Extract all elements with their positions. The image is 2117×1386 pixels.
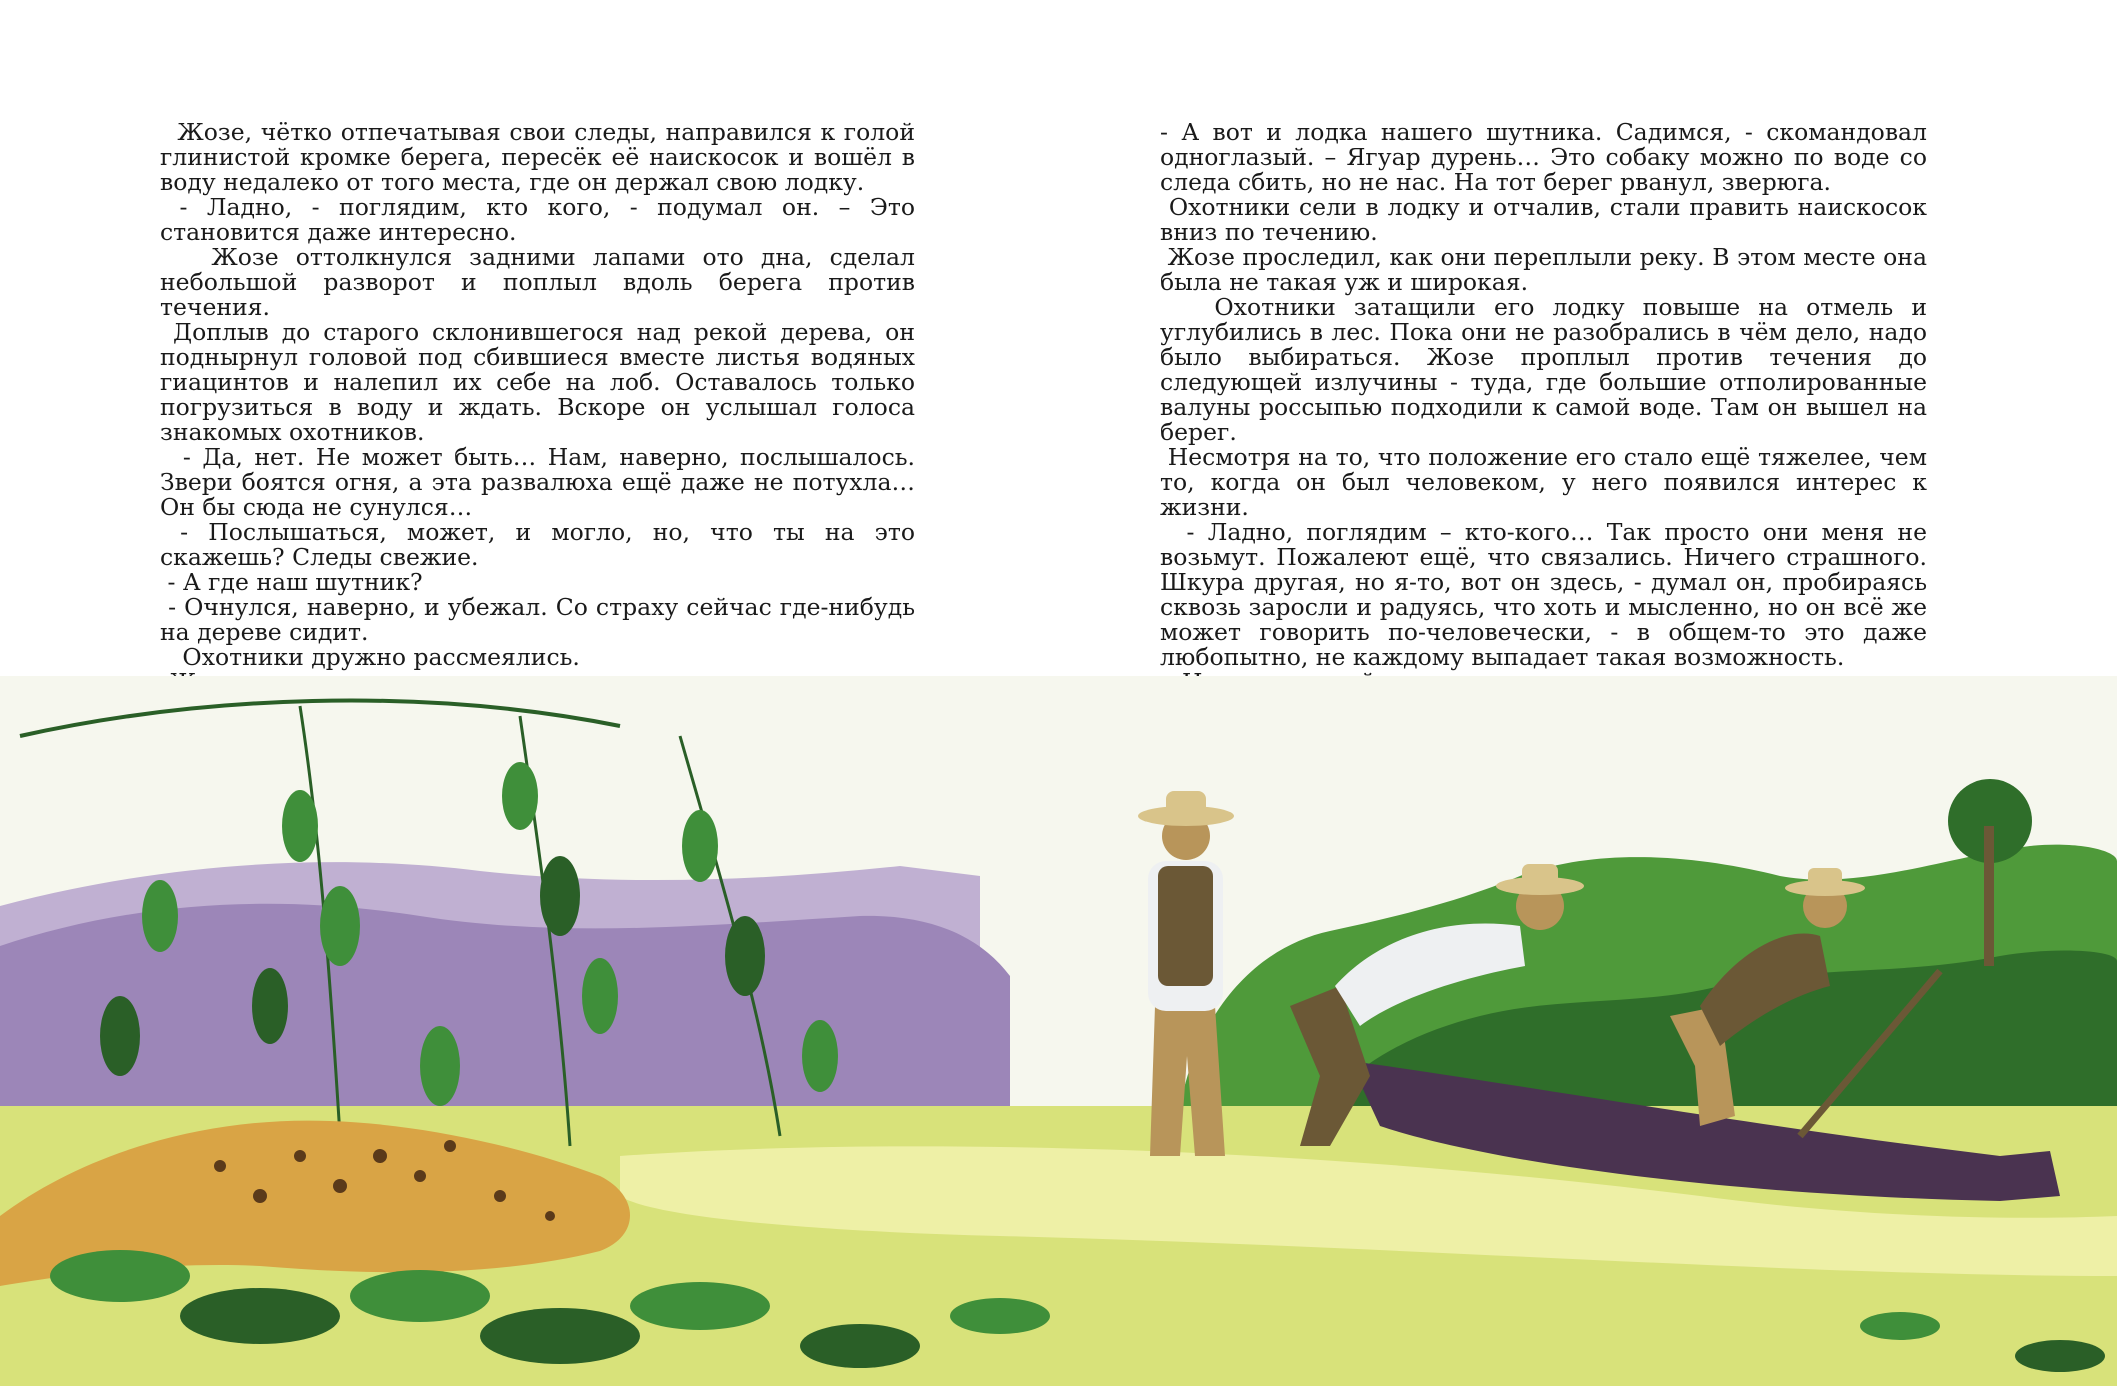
leaf (630, 1282, 770, 1330)
leaf (50, 1250, 190, 1302)
jaguar-spot (373, 1149, 387, 1163)
illustration-canvas (0, 676, 2117, 1386)
river-illustration (0, 676, 2117, 1386)
paragraph: Жозе проследил, как они переплыли реку. В этом месте она была не такая уж и широкая. (1160, 243, 1935, 296)
leaf (100, 996, 140, 1076)
jaguar-spot (545, 1211, 555, 1221)
leaf (420, 1026, 460, 1106)
leaf (802, 1020, 838, 1092)
leaf (320, 886, 360, 966)
leaf (180, 1288, 340, 1344)
right-text-column (1160, 118, 1935, 745)
paragraph: Охотники дружно рассмеялись. (160, 643, 580, 671)
hat-crown (1522, 864, 1558, 886)
left-text-column (160, 118, 923, 720)
palm-trunk (1984, 826, 1994, 966)
leaf (282, 790, 318, 862)
leaf (480, 1308, 640, 1364)
paragraph: - Да, нет. Не может быть… Нам, наверно, послышалось. Звери боятся огня, а эта развалюха ещё даже не потухла… Он бы сюда не сунулся… (160, 443, 923, 521)
paragraph: Жозе оттолкнулся задними лапами ото дна, сделал небольшой разворот и поплыл вдоль берега против течения. (160, 243, 923, 321)
paragraph: - А где наш шутник? (160, 568, 423, 596)
leaf (1860, 1312, 1940, 1340)
paragraph: Охотники сели в лодку и отчалив, стали править наискосок вниз по течению. (1160, 193, 1935, 246)
leaf (725, 916, 765, 996)
paragraph: Жозе, чётко отпечатывая свои следы, направился к голой глинистой кромке берега, пересёк её наискосок и вошёл в воду недалеко от того места, где он держал свою лодку. (160, 118, 923, 196)
leaf (682, 810, 718, 882)
paragraph: - Ладно, поглядим – кто-кого… Так просто они меня не возьмут. Пожалеют ещё, что связались. Ничего страшного. Шкура другая, но я-то, вот он здесь, - думал он, пробираясь сквозь заросли и радуясь, что хоть и мысленно, но он всё же может говорить по-человечески, - в общем-то это даже любопытно, не каждому выпадает такая возможность. (1160, 518, 1935, 671)
hat-crown (1166, 791, 1206, 816)
jaguar-spot (253, 1189, 267, 1203)
jaguar-spot (333, 1179, 347, 1193)
paragraph: Охотники затащили его лодку повыше на отмель и углубились в лес. Пока они не разобрались в чём дело, надо было выбираться. Жозе проплыл против течения до следующей излучины - туда, где большие отполированные валуны россыпью подходили к самой воде. Там он вышел на берег. (1160, 293, 1935, 446)
jaguar-spot (494, 1190, 506, 1202)
paragraph: - Очнулся, наверно, и убежал. Со страху сейчас где-нибудь на дереве сидит. (160, 593, 923, 646)
leaf (540, 856, 580, 936)
paragraph: - А вот и лодка нашего шутника. Садимся, - скомандовал одноглазый. – Ягуар дурень… Это собаку можно по воде со следа сбить, но не нас. На тот берег рванул, зверюга. (1160, 118, 1935, 196)
jaguar-spot (444, 1140, 456, 1152)
leaf (142, 880, 178, 952)
paragraph: - Послышаться, может, и могло, но, что ты на это скажешь? Следы свежие. (160, 518, 923, 571)
paragraph: - Ладно, - поглядим, кто кого, - подумал он. – Это становится даже интересно. (160, 193, 923, 246)
leaf (582, 958, 618, 1034)
jaguar-spot (414, 1170, 426, 1182)
paragraph: Несмотря на то, что положение его стало ещё тяжелее, чем то, когда он был человеком, у него появился интерес к жизни. (1160, 443, 1935, 521)
leaf (350, 1270, 490, 1322)
paragraph: Доплыв до старого склонившегося над рекой дерева, он поднырнул головой под сбившиеся вместе листья водяных гиацинтов и налепил их себе на лоб. Оставалось только погрузиться в воду и ждать. Вскоре он услышал голоса знакомых охотников. (160, 318, 923, 446)
leaf (2015, 1340, 2105, 1372)
leaf (950, 1298, 1050, 1334)
leaf (252, 968, 288, 1044)
hat-crown (1808, 868, 1842, 888)
jaguar-spot (214, 1160, 226, 1172)
jaguar-spot (294, 1150, 306, 1162)
vest (1158, 866, 1213, 986)
leaf (502, 762, 538, 830)
leaf (800, 1324, 920, 1368)
